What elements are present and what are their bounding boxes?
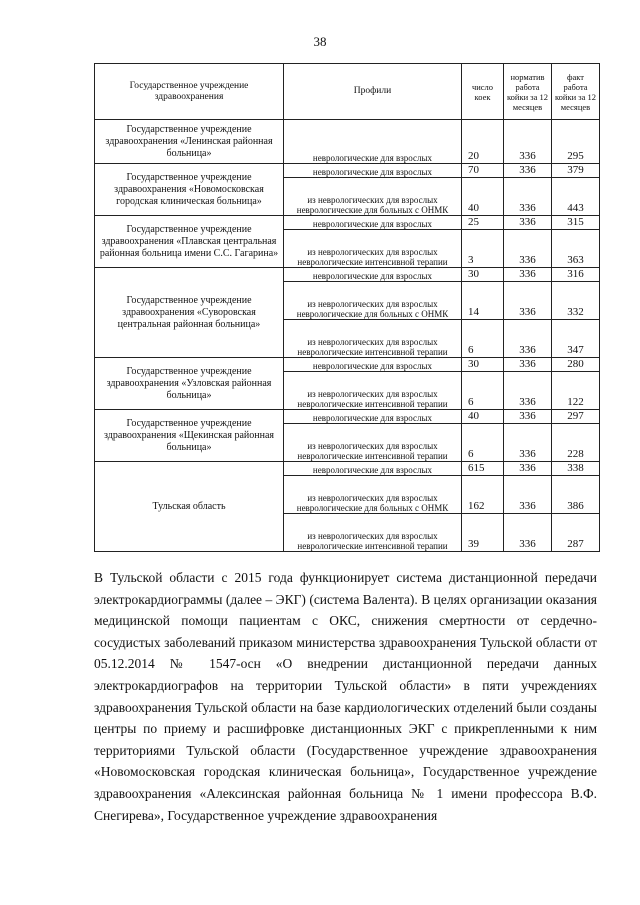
cell-count: 162 — [462, 476, 504, 514]
header-count: число коек — [462, 64, 504, 120]
cell-norm: 336 — [504, 282, 552, 320]
cell-norm: 336 — [504, 320, 552, 358]
cell-norm: 336 — [504, 424, 552, 462]
table-row — [95, 268, 600, 282]
table-body — [95, 120, 600, 552]
cell-institution: Государственное учреждение здравоохранения «Ленинская районная больница» — [95, 120, 284, 164]
cell-count: 40 — [462, 178, 504, 216]
table-row — [95, 462, 600, 476]
cell-profile: из неврологических для взрослых неврологические интенсивной терапии — [284, 424, 462, 462]
cell-count: 20 — [462, 120, 504, 164]
body-paragraph: В Тульской области с 2015 года функционирует система дистанционной передачи электрокардиограммы (далее – ЭКГ) (система Валента). В целях организации оказания медицинской помощи пациентам с ОКС, снижения смертности от сердечно-сосудистых заболеваний приказом министерства здравоохранения Тульской области от 05.12.2014 № 1547-осн «О внедрении дистанционной передачи данных электрокардиографов на территории Тульской области» в пяти учреждениях здравоохранения Тульской области на базе кардиологических отделений были созданы центры по приему и расшифровке дистанционных ЭКГ с прикрепленными к ним территориями Тульской области (Государственное учреждение здравоохранения «Новомосковская городская клиническая больница», Государственное учреждение здравоохранения «Алексинская районная больница № 1 имени профессора В.Ф. Снегирева», Государственное учреждение здравоохранения — [94, 570, 597, 823]
cell-profile: неврологические для взрослых — [284, 268, 462, 282]
cell-norm: 336 — [504, 178, 552, 216]
header-profile: Профили — [284, 64, 462, 120]
cell-profile: неврологические для взрослых — [284, 462, 462, 476]
header-fact: факт работа койки за 12 месяцев — [552, 64, 600, 120]
cell-institution: Государственное учреждение здравоохранения «Щекинская районная больница» — [95, 410, 284, 462]
cell-fact: 347 — [552, 320, 600, 358]
cell-norm: 336 — [504, 462, 552, 476]
cell-count: 3 — [462, 230, 504, 268]
cell-fact: 363 — [552, 230, 600, 268]
cell-fact: 379 — [552, 164, 600, 178]
cell-fact: 386 — [552, 476, 600, 514]
cell-profile: из неврологических для взрослых неврологические для больных с ОНМК — [284, 282, 462, 320]
cell-profile: из неврологических для взрослых неврологические интенсивной терапии — [284, 230, 462, 268]
cell-norm: 336 — [504, 268, 552, 282]
cell-norm: 336 — [504, 514, 552, 552]
page-number: 38 — [313, 34, 327, 49]
cell-fact: 280 — [552, 358, 600, 372]
cell-fact: 295 — [552, 120, 600, 164]
table-header-row — [95, 64, 600, 120]
cell-count: 6 — [462, 372, 504, 410]
cell-fact: 316 — [552, 268, 600, 282]
table-row — [95, 358, 600, 372]
table-row — [95, 164, 600, 178]
cell-profile: из неврологических для взрослых неврологические интенсивной терапии — [284, 514, 462, 552]
cell-count: 40 — [462, 410, 504, 424]
cell-norm: 336 — [504, 164, 552, 178]
cell-norm: 336 — [504, 358, 552, 372]
cell-norm: 336 — [504, 476, 552, 514]
cell-fact: 338 — [552, 462, 600, 476]
cell-norm: 336 — [504, 216, 552, 230]
cell-fact: 122 — [552, 372, 600, 410]
cell-profile: неврологические для взрослых — [284, 410, 462, 424]
cell-profile: из неврологических для взрослых неврологические интенсивной терапии — [284, 320, 462, 358]
cell-profile: из неврологических для взрослых неврологические для больных с ОНМК — [284, 178, 462, 216]
beds-table — [94, 63, 600, 552]
table-row — [95, 216, 600, 230]
cell-count: 14 — [462, 282, 504, 320]
cell-institution: Государственное учреждение здравоохранения «Плавская центральная районная больница имени С.С. Гагарина» — [95, 216, 284, 268]
cell-count: 25 — [462, 216, 504, 230]
cell-institution: Тульская область — [95, 462, 284, 552]
cell-count: 6 — [462, 320, 504, 358]
cell-profile: неврологические для взрослых — [284, 120, 462, 164]
cell-fact: 332 — [552, 282, 600, 320]
cell-count: 615 — [462, 462, 504, 476]
header-institution: Государственное учреждение здравоохранения — [95, 64, 284, 120]
cell-norm: 336 — [504, 372, 552, 410]
cell-fact: 287 — [552, 514, 600, 552]
cell-institution: Государственное учреждение здравоохранения «Суворовская центральная районная больница» — [95, 268, 284, 358]
cell-profile: из неврологических для взрослых неврологические для больных с ОНМК — [284, 476, 462, 514]
table-row — [95, 410, 600, 424]
cell-fact: 315 — [552, 216, 600, 230]
cell-institution: Государственное учреждение здравоохранения «Узловская районная больница» — [95, 358, 284, 410]
cell-profile: неврологические для взрослых — [284, 164, 462, 178]
cell-institution: Государственное учреждение здравоохранения «Новомосковская городская клиническая больница» — [95, 164, 284, 216]
table-row — [95, 120, 600, 164]
cell-profile: неврологические для взрослых — [284, 358, 462, 372]
cell-norm: 336 — [504, 120, 552, 164]
cell-count: 70 — [462, 164, 504, 178]
cell-profile: из неврологических для взрослых неврологические интенсивной терапии — [284, 372, 462, 410]
cell-fact: 297 — [552, 410, 600, 424]
cell-fact: 228 — [552, 424, 600, 462]
cell-count: 6 — [462, 424, 504, 462]
cell-count: 30 — [462, 358, 504, 372]
cell-fact: 443 — [552, 178, 600, 216]
cell-count: 30 — [462, 268, 504, 282]
cell-norm: 336 — [504, 410, 552, 424]
cell-profile: неврологические для взрослых — [284, 216, 462, 230]
cell-norm: 336 — [504, 230, 552, 268]
cell-count: 39 — [462, 514, 504, 552]
header-norm: норматив работа койки за 12 месяцев — [504, 64, 552, 120]
